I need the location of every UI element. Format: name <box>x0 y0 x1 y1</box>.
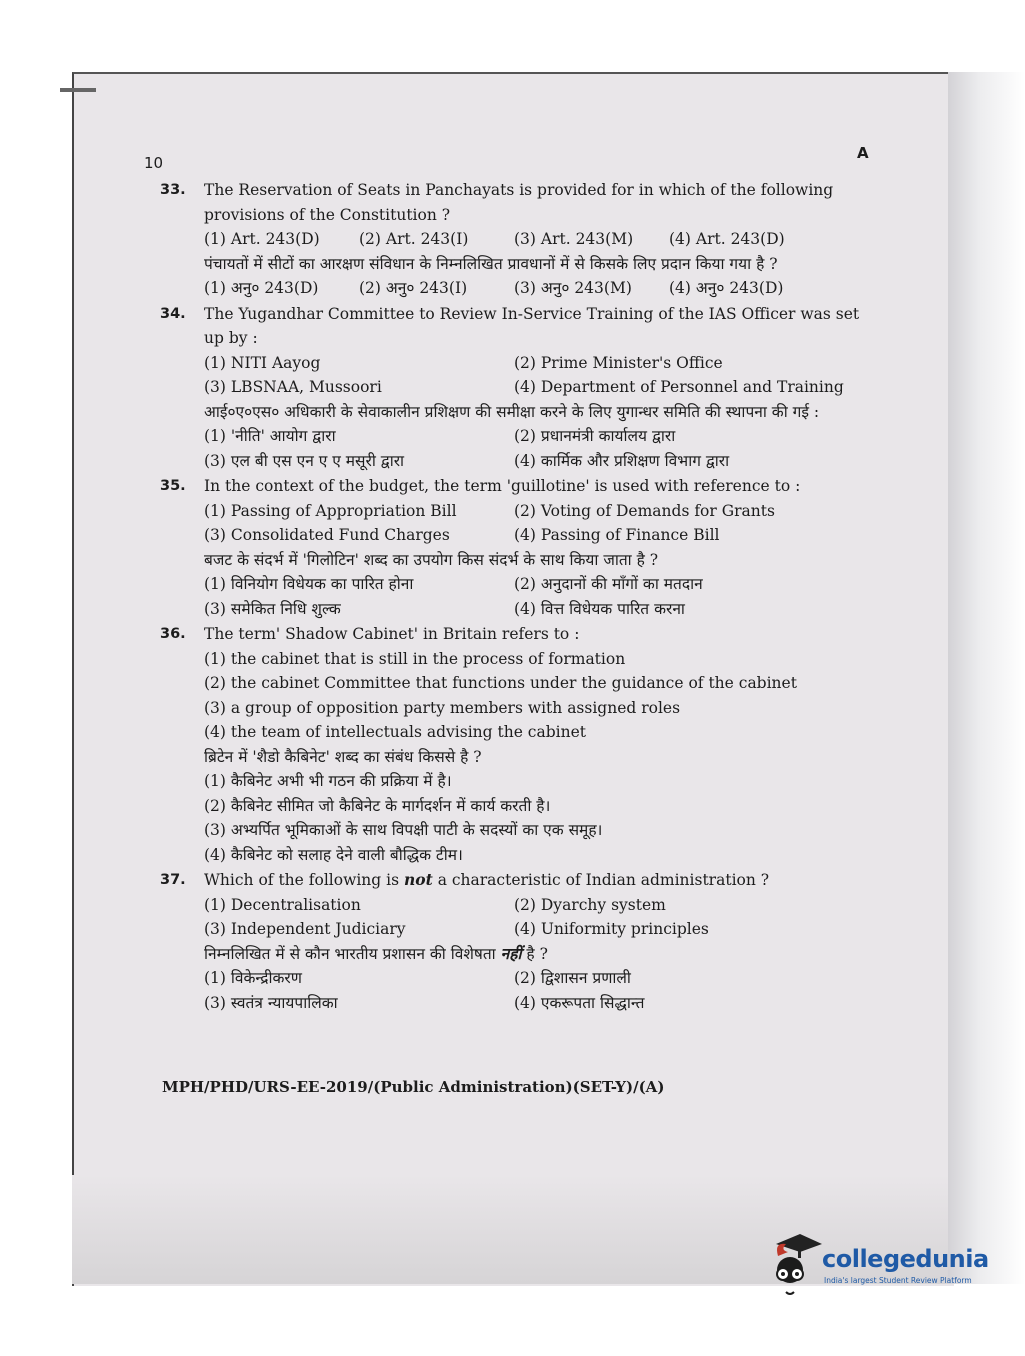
question-number: 34. <box>160 305 186 322</box>
option: (3) स्वतंत्र न्यायपालिका <box>204 993 338 1012</box>
options-hi <box>204 276 865 301</box>
option: (3) Art. 243(M) <box>514 230 634 248</box>
option: (1) Art. 243(D) <box>204 230 320 248</box>
options-en <box>204 351 865 376</box>
question-list <box>160 178 865 1016</box>
option: (4) Art. 243(D) <box>669 230 785 248</box>
question-33 <box>160 178 865 301</box>
text-part: निम्नलिखित में से कौन भारतीय प्रशासन की विशेषता <box>204 944 501 963</box>
option: (1) विकेन्द्रीकरण <box>204 969 302 987</box>
text-part: Which of the following is <box>204 871 404 889</box>
option: (1) Decentralisation <box>204 895 361 914</box>
collegedunia-logo[interactable] <box>770 1222 1000 1312</box>
question-text-hi: आई०ए०एस० अधिकारी के सेवाकालीन प्रशिक्षण की समीक्षा करने के लिए युगान्धर समिति की स्थापना की गई : <box>204 402 820 421</box>
option: (4) Uniformity principles <box>514 920 709 938</box>
options-hi <box>204 597 865 622</box>
option: (1) कैबिनेट अभी भी गठन की प्रक्रिया में है। <box>204 772 452 790</box>
question-36 <box>160 622 865 867</box>
options-hi <box>204 424 865 449</box>
question-text-en: The term' Shadow Cabinet' in Britain refers to : <box>204 625 580 643</box>
options-en <box>204 375 865 400</box>
option: (4) Passing of Finance Bill <box>514 526 720 544</box>
option: (1) NITI Aayog <box>204 353 321 372</box>
option: (2) द्विशासन प्रणाली <box>514 969 631 987</box>
logo-tagline: India's largest Student Review Platform <box>824 1276 972 1285</box>
question-text-hi <box>204 942 865 967</box>
options-en <box>204 499 865 524</box>
option: (4) कैबिनेट को सलाह देने वाली बौद्धिक टीम। <box>204 845 463 864</box>
option: (2) Voting of Demands for Grants <box>514 501 775 520</box>
set-letter: A <box>857 144 869 162</box>
question-text-en: The Reservation of Seats in Panchayats is provided for in which of the following provisions of the Constitution ? <box>204 181 834 224</box>
options-en <box>204 647 865 745</box>
option: (2) अनु० 243(I) <box>359 279 468 297</box>
option: (1) Passing of Appropriation Bill <box>204 501 457 520</box>
option: (2) प्रधानमंत्री कार्यालय द्वारा <box>514 427 676 445</box>
option: (3) a group of opposition party members with assigned roles <box>204 698 681 717</box>
option: (3) एल बी एस एन ए ए मसूरी द्वारा <box>204 451 405 470</box>
options-hi <box>204 966 865 991</box>
question-number: 36. <box>160 626 186 642</box>
option: (2) Prime Minister's Office <box>514 353 723 372</box>
option: (2) कैबिनेट सीमित जो कैबिनेट के मार्गदर्शन में कार्य करती है। <box>204 796 551 815</box>
emphasis-not: not <box>403 870 433 889</box>
options-hi <box>204 449 865 474</box>
question-text-en: The Yugandhar Committee to Review In-Service Training of the IAS Officer was set up by : <box>204 304 860 347</box>
question-number: 37. <box>160 872 186 888</box>
logo-name: collegedunia <box>822 1245 989 1273</box>
option: (1) विनियोग विधेयक का पारित होना <box>204 575 414 593</box>
text-part: है ? <box>521 944 548 963</box>
question-number: 33. <box>160 182 186 198</box>
option: (2) अनुदानों की माँगों का मतदान <box>514 575 703 593</box>
question-text-hi: पंचायतों में सीटों का आरक्षण संविधान के निम्नलिखित प्रावधानों में से किसके लिए प्रदान किया गया है ? <box>204 254 778 273</box>
question-text-hi: बजट के संदर्भ में 'गिलोटिन' शब्द का उपयोग किस संदर्भ के साथ किया जाता है ? <box>204 550 659 569</box>
question-34 <box>160 302 865 474</box>
option: (3) LBSNAA, Mussoori <box>204 378 382 396</box>
scan-edge-mark <box>60 88 96 92</box>
option: (4) the team of intellectuals advising the cabinet <box>204 723 586 741</box>
option: (4) Department of Personnel and Training <box>514 378 844 396</box>
page-number: 10 <box>144 154 164 172</box>
option: (3) अनु० 243(M) <box>514 279 632 297</box>
question-text-en: In the context of the budget, the term 'guillotine' is used with reference to : <box>204 477 801 495</box>
options-en <box>204 227 865 252</box>
question-text-hi: ब्रिटेन में 'शैडो कैबिनेट' शब्द का संबंध किससे है ? <box>204 747 482 766</box>
option: (4) वित्त विधेयक पारित करना <box>514 599 685 618</box>
question-text-en <box>204 868 865 893</box>
exam-code-footer: MPH/PHD/URS-EE-2019/(Public Administration)(SET-Y)/(A) <box>162 1078 665 1096</box>
question-35 <box>160 474 865 621</box>
option: (4) अनु० 243(D) <box>669 279 784 297</box>
option: (3) समेकित निधि शुल्क <box>204 599 341 618</box>
question-number: 35. <box>160 478 186 494</box>
graduate-mascot-icon <box>770 1222 822 1302</box>
options-en <box>204 893 865 918</box>
option: (2) Art. 243(I) <box>359 230 469 248</box>
option: (1) अनु० 243(D) <box>204 279 319 297</box>
options-hi <box>204 572 865 597</box>
option: (4) एकरूपता सिद्धान्त <box>514 993 645 1012</box>
question-37 <box>160 868 865 1015</box>
options-hi <box>204 769 865 867</box>
text-part: a characteristic of Indian administration ? <box>432 871 770 889</box>
option: (3) Consolidated Fund Charges <box>204 526 450 544</box>
emphasis-nahin: नहीं <box>500 943 522 963</box>
options-en <box>204 523 865 548</box>
option: (4) कार्मिक और प्रशिक्षण विभाग द्वारा <box>514 451 730 470</box>
option: (2) Dyarchy system <box>514 895 666 914</box>
option: (3) अभ्यर्पित भूमिकाओं के साथ विपक्षी पाटी के सदस्यों का एक समूह। <box>204 821 603 839</box>
option: (1) the cabinet that is still in the process of formation <box>204 649 626 668</box>
option: (1) 'नीति' आयोग द्वारा <box>204 427 336 445</box>
option: (3) Independent Judiciary <box>204 920 406 938</box>
options-en <box>204 917 865 942</box>
option: (2) the cabinet Committee that functions under the guidance of the cabinet <box>204 674 797 692</box>
options-hi <box>204 991 865 1016</box>
page-edge-shadow <box>948 72 1025 1284</box>
